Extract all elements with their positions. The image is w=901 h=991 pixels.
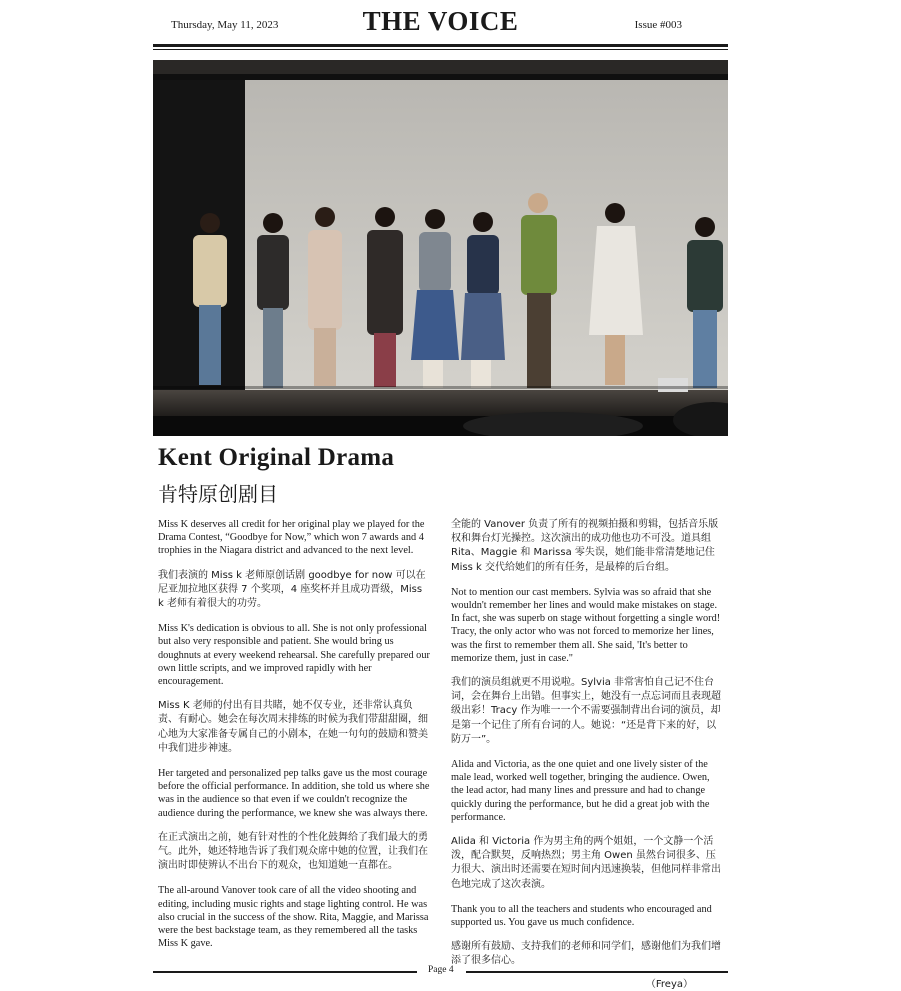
masthead-rule-thick	[153, 44, 728, 47]
footer-rule-left	[153, 971, 417, 973]
article-column-left	[158, 518, 430, 961]
issue-number: Issue #003	[634, 19, 682, 31]
paragraph-chinese: 我们的演员组就更不用说啦。Sylvia 非常害怕自己记不住台词，会在舞台上出错。但事实上，她没有一点忘词而且表现超级出彩！Tracy 作为唯一一个不需要强制背出台词的演员，却是第一个记住了所有台词的人。她说：“还是背下来的好，以防万一”。	[451, 677, 721, 745]
newspaper-title: THE VOICE	[362, 6, 519, 36]
author-signature: （Freya）	[645, 978, 693, 990]
paragraph: Thank you to all the teachers and students who encouraged and supported us. You gave us much confidence.	[451, 903, 712, 929]
paragraph-chinese: 我们表演的 Miss k 老师原创话剧 goodbye for now 可以在尼亚加拉地区获得 7 个奖项，4 座奖杯并且成功晋级，Miss k 老师有着很大的功劳。	[158, 569, 426, 610]
article-column-right	[451, 518, 723, 991]
paragraph-chinese: Miss K 老师的付出有目共睹，她不仅专业，还非常认真负责、有耐心。她会在每次周末排练的时候为我们带甜甜圈，细心地为大家准备专属自己的小剧本，在她一句句的鼓励和赞美中我们进步神速。	[158, 700, 428, 754]
article-title: Kent Original Drama	[158, 444, 395, 471]
paragraph: Not to mention our cast members. Sylvia was so afraid that she wouldn't remember her lines and would make mistakes on stage. In fact, she was superb on stage without forgetting a single word! Tracy, the only actor who was not forced to memorize her lines, was the first to remember them all. She said, 'It's better to memorize them, just in case."	[451, 586, 721, 664]
page-number: Page 4	[428, 965, 454, 975]
paragraph: Alida and Victoria, as the one quiet and one lively sister of the male lead, worked well together, bringing the audience. Owen, the lead actor, had many lines and pressure and had to change quickly during the performance, but he did a great job with the performance.	[451, 759, 710, 823]
paragraph: The all-around Vanover took care of all the video shooting and editing, including music rights and stage lighting control. He was also crucial in the success of the show. Rita, Maggie, and Marissa were the best backstage team, as they remembered all the tasks Miss K gave.	[158, 885, 429, 950]
paragraph: Miss K deserves all credit for her original play we played for the Drama Contest, “Goodbye for Now,” which won 7 awards and 4 trophies in the Niagara district and advanced to the next level.	[158, 519, 425, 557]
paragraph-chinese: 在正式演出之前，她有针对性的个性化鼓舞给了我们最大的勇气。此外，她还特地告诉了我们观众席中她的位置，让我们在演出时即使辨认不出台下的观众，也知道她一直都在。	[158, 831, 428, 872]
paragraph-chinese: 全能的 Vanover 负责了所有的视频拍摄和剪辑，包括音乐版权和舞台灯光操控。这次演出的成功他也功不可没。道具组 Rita、Maggie 和 Marissa 零失误，她们能非常清楚地记住 Miss k 交代给她们的所有任务，是最棒的后台组。	[451, 519, 719, 573]
cast-photo	[153, 60, 728, 436]
paragraph: Her targeted and personalized pep talks gave us the most courage before the official performance. In addition, she told us where she was in the audience so that even if we couldn't recognize the audience during the performance, we knew she was always there.	[158, 768, 430, 819]
paragraph-chinese: Alida 和 Victoria 作为男主角的两个姐姐，一个文静一个活泼，配合默契，反响热烈；男主角 Owen 虽然台词很多、压力很大、演出时还需要在短时间内迅速换装，但他同样非常出色地完成了这次表演。	[451, 836, 721, 890]
stage-cast-photo-icon	[153, 60, 728, 436]
masthead	[153, 0, 728, 46]
paragraph-chinese: 感谢所有鼓励、支持我们的老师和同学们，感谢他们为我们增添了很多信心。	[451, 941, 721, 967]
issue-date: Thursday, May 11, 2023	[171, 19, 279, 31]
article-title-chinese: 肯特原创剧目	[158, 482, 278, 506]
masthead-rule-thin	[153, 49, 728, 50]
paragraph: Miss K's dedication is obvious to all. She is not only professional but also very responsible and patient. She would bring us doughnuts at every weekend rehearsal. She carefully prepared our own little scripts, and we improved rapidly with her encouragement.	[158, 623, 430, 688]
footer-rule-right	[466, 971, 728, 973]
